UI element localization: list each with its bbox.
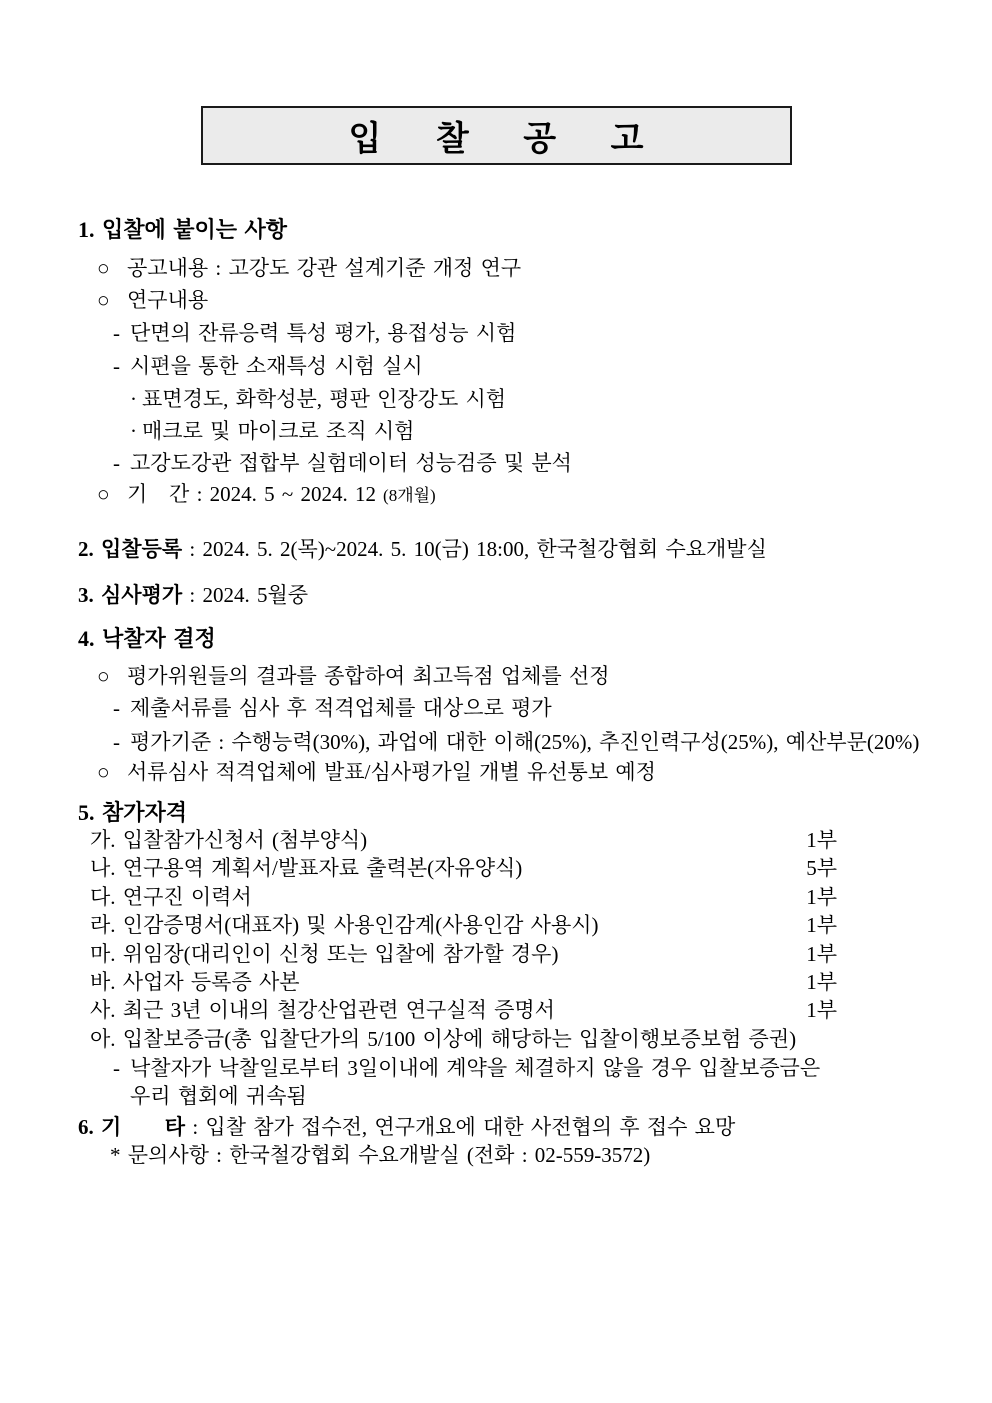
copy-count: 1부 [806, 828, 837, 852]
section1-item [130, 418, 414, 445]
section4-item-text: 서류심사 적격업체에 발표/심사평가일 개별 유선통보 예정 [127, 760, 656, 784]
section4-heading: 4. 낙찰자 결정 [78, 626, 216, 651]
section1-heading: 1. 입찰에 붙이는 사항 [78, 217, 288, 242]
title-box [201, 106, 792, 165]
dash-bullet: - [113, 730, 120, 754]
qualification-label: 나. 연구용역 계획서/발표자료 출력본(자유양식) [90, 856, 523, 880]
deposit-note [113, 1055, 820, 1082]
circle-bullet: ○ [97, 288, 110, 312]
section4-item [113, 729, 919, 756]
circle-bullet: ○ [97, 664, 110, 688]
qualification-label: 가. 입찰참가신청서 (첨부양식) [90, 828, 368, 852]
section4-item [97, 663, 610, 690]
section3-line [78, 582, 308, 609]
contact-note: * 문의사항 : 한국철강협회 수요개발실 (전화 : 02-559-3572) [110, 1143, 651, 1167]
qualification-row [90, 912, 837, 939]
section2-heading: 2. 입찰등록 [78, 537, 183, 561]
section1-item [113, 353, 423, 380]
section6-line [78, 1114, 735, 1141]
period-text: 기 간 : 2024. 5 ~ 2024. 12 [127, 482, 377, 506]
circle-bullet: ○ [97, 760, 110, 784]
period-duration: (8개월) [383, 486, 436, 505]
qualification-row [90, 827, 837, 854]
copy-count: 1부 [806, 942, 837, 966]
deposit-note-text: 낙찰자가 낙찰일로부터 3일이내에 계약을 체결하지 않을 경우 입찰보증금은 [130, 1056, 821, 1080]
qualification-label: 바. 사업자 등록증 사본 [90, 970, 300, 994]
qualification-row [90, 884, 837, 911]
page-title: 입 찰 공 고 [348, 121, 645, 158]
section4-item [113, 695, 552, 722]
qualification-row [90, 941, 837, 968]
section2-line [78, 536, 767, 563]
section4-item-text: 제출서류를 심사 후 적격업체를 대상으로 평가 [130, 696, 552, 720]
section1-item [130, 386, 506, 413]
dot-bullet: · [130, 419, 137, 443]
qualification-row [90, 855, 837, 882]
section1-item [97, 255, 521, 282]
section1-item [113, 320, 516, 347]
section3-text: : 2024. 5월중 [182, 583, 309, 607]
qualification-label: 마. 위임장(대리인이 신청 또는 입찰에 참가할 경우) [90, 942, 559, 966]
dash-bullet: - [113, 354, 120, 378]
copy-count: 1부 [806, 885, 837, 909]
section5-heading: 5. 참가자격 [78, 800, 188, 825]
qualification-row [90, 969, 837, 996]
section1-item-text: 연구내용 [127, 288, 209, 312]
section1-item [113, 450, 572, 477]
qualification-row [90, 997, 837, 1024]
section6-text: : 입찰 참가 접수전, 연구개요에 대한 사전협의 후 접수 요망 [185, 1115, 736, 1139]
qualification-label: 다. 연구진 이력서 [90, 885, 252, 909]
section4-item-text: 평가기준 : 수행능력(30%), 과업에 대한 이해(25%), 추진인력구성(25%), 예산부문(20%) [130, 730, 920, 754]
copy-count: 1부 [806, 998, 837, 1022]
copy-count: 1부 [806, 970, 837, 994]
qualification-row [90, 1026, 837, 1053]
section1-item-period [97, 481, 436, 509]
section1-item-text: 고강도강관 접합부 실험데이터 성능검증 및 분석 [130, 451, 572, 475]
deposit-note-continued: 우리 협회에 귀속됨 [130, 1084, 307, 1108]
section1-item [97, 287, 208, 314]
section4-item-text: 평가위원들의 결과를 종합하여 최고득점 업체를 선정 [127, 664, 610, 688]
section2-text: : 2024. 5. 2(목)~2024. 5. 10(금) 18:00, 한국철강협회 수요개발실 [182, 537, 767, 561]
section6-heading: 6. 기 타 [78, 1115, 186, 1139]
copy-count: 1부 [806, 913, 837, 937]
section1-item-text: 공고내용 : 고강도 강관 설계기준 개정 연구 [127, 256, 522, 280]
section1-item-text: 표면경도, 화학성분, 평판 인장강도 시험 [142, 387, 507, 411]
qualification-label: 라. 인감증명서(대표자) 및 사용인감계(사용인감 사용시) [90, 913, 599, 937]
section1-item-text: 시편을 통한 소재특성 시험 실시 [130, 354, 423, 378]
section1-item-text: 매크로 및 마이크로 조직 시험 [142, 419, 415, 443]
copy-count: 5부 [806, 856, 837, 880]
qualification-label: 사. 최근 3년 이내의 철강산업관련 연구실적 증명서 [90, 998, 555, 1022]
section4-item [97, 759, 656, 786]
dash-bullet: - [113, 451, 120, 475]
dash-bullet: - [113, 321, 120, 345]
dash-bullet: - [113, 696, 120, 720]
section3-heading: 3. 심사평가 [78, 583, 183, 607]
section1-item-text: 단면의 잔류응력 특성 평가, 용접성능 시험 [130, 321, 517, 345]
circle-bullet: ○ [97, 482, 110, 506]
dot-bullet: · [130, 387, 137, 411]
circle-bullet: ○ [97, 256, 110, 280]
dash-bullet: - [113, 1056, 120, 1080]
qualification-label: 아. 입찰보증금(총 입찰단가의 5/100 이상에 해당하는 입찰이행보증보험 증권) [90, 1027, 797, 1051]
